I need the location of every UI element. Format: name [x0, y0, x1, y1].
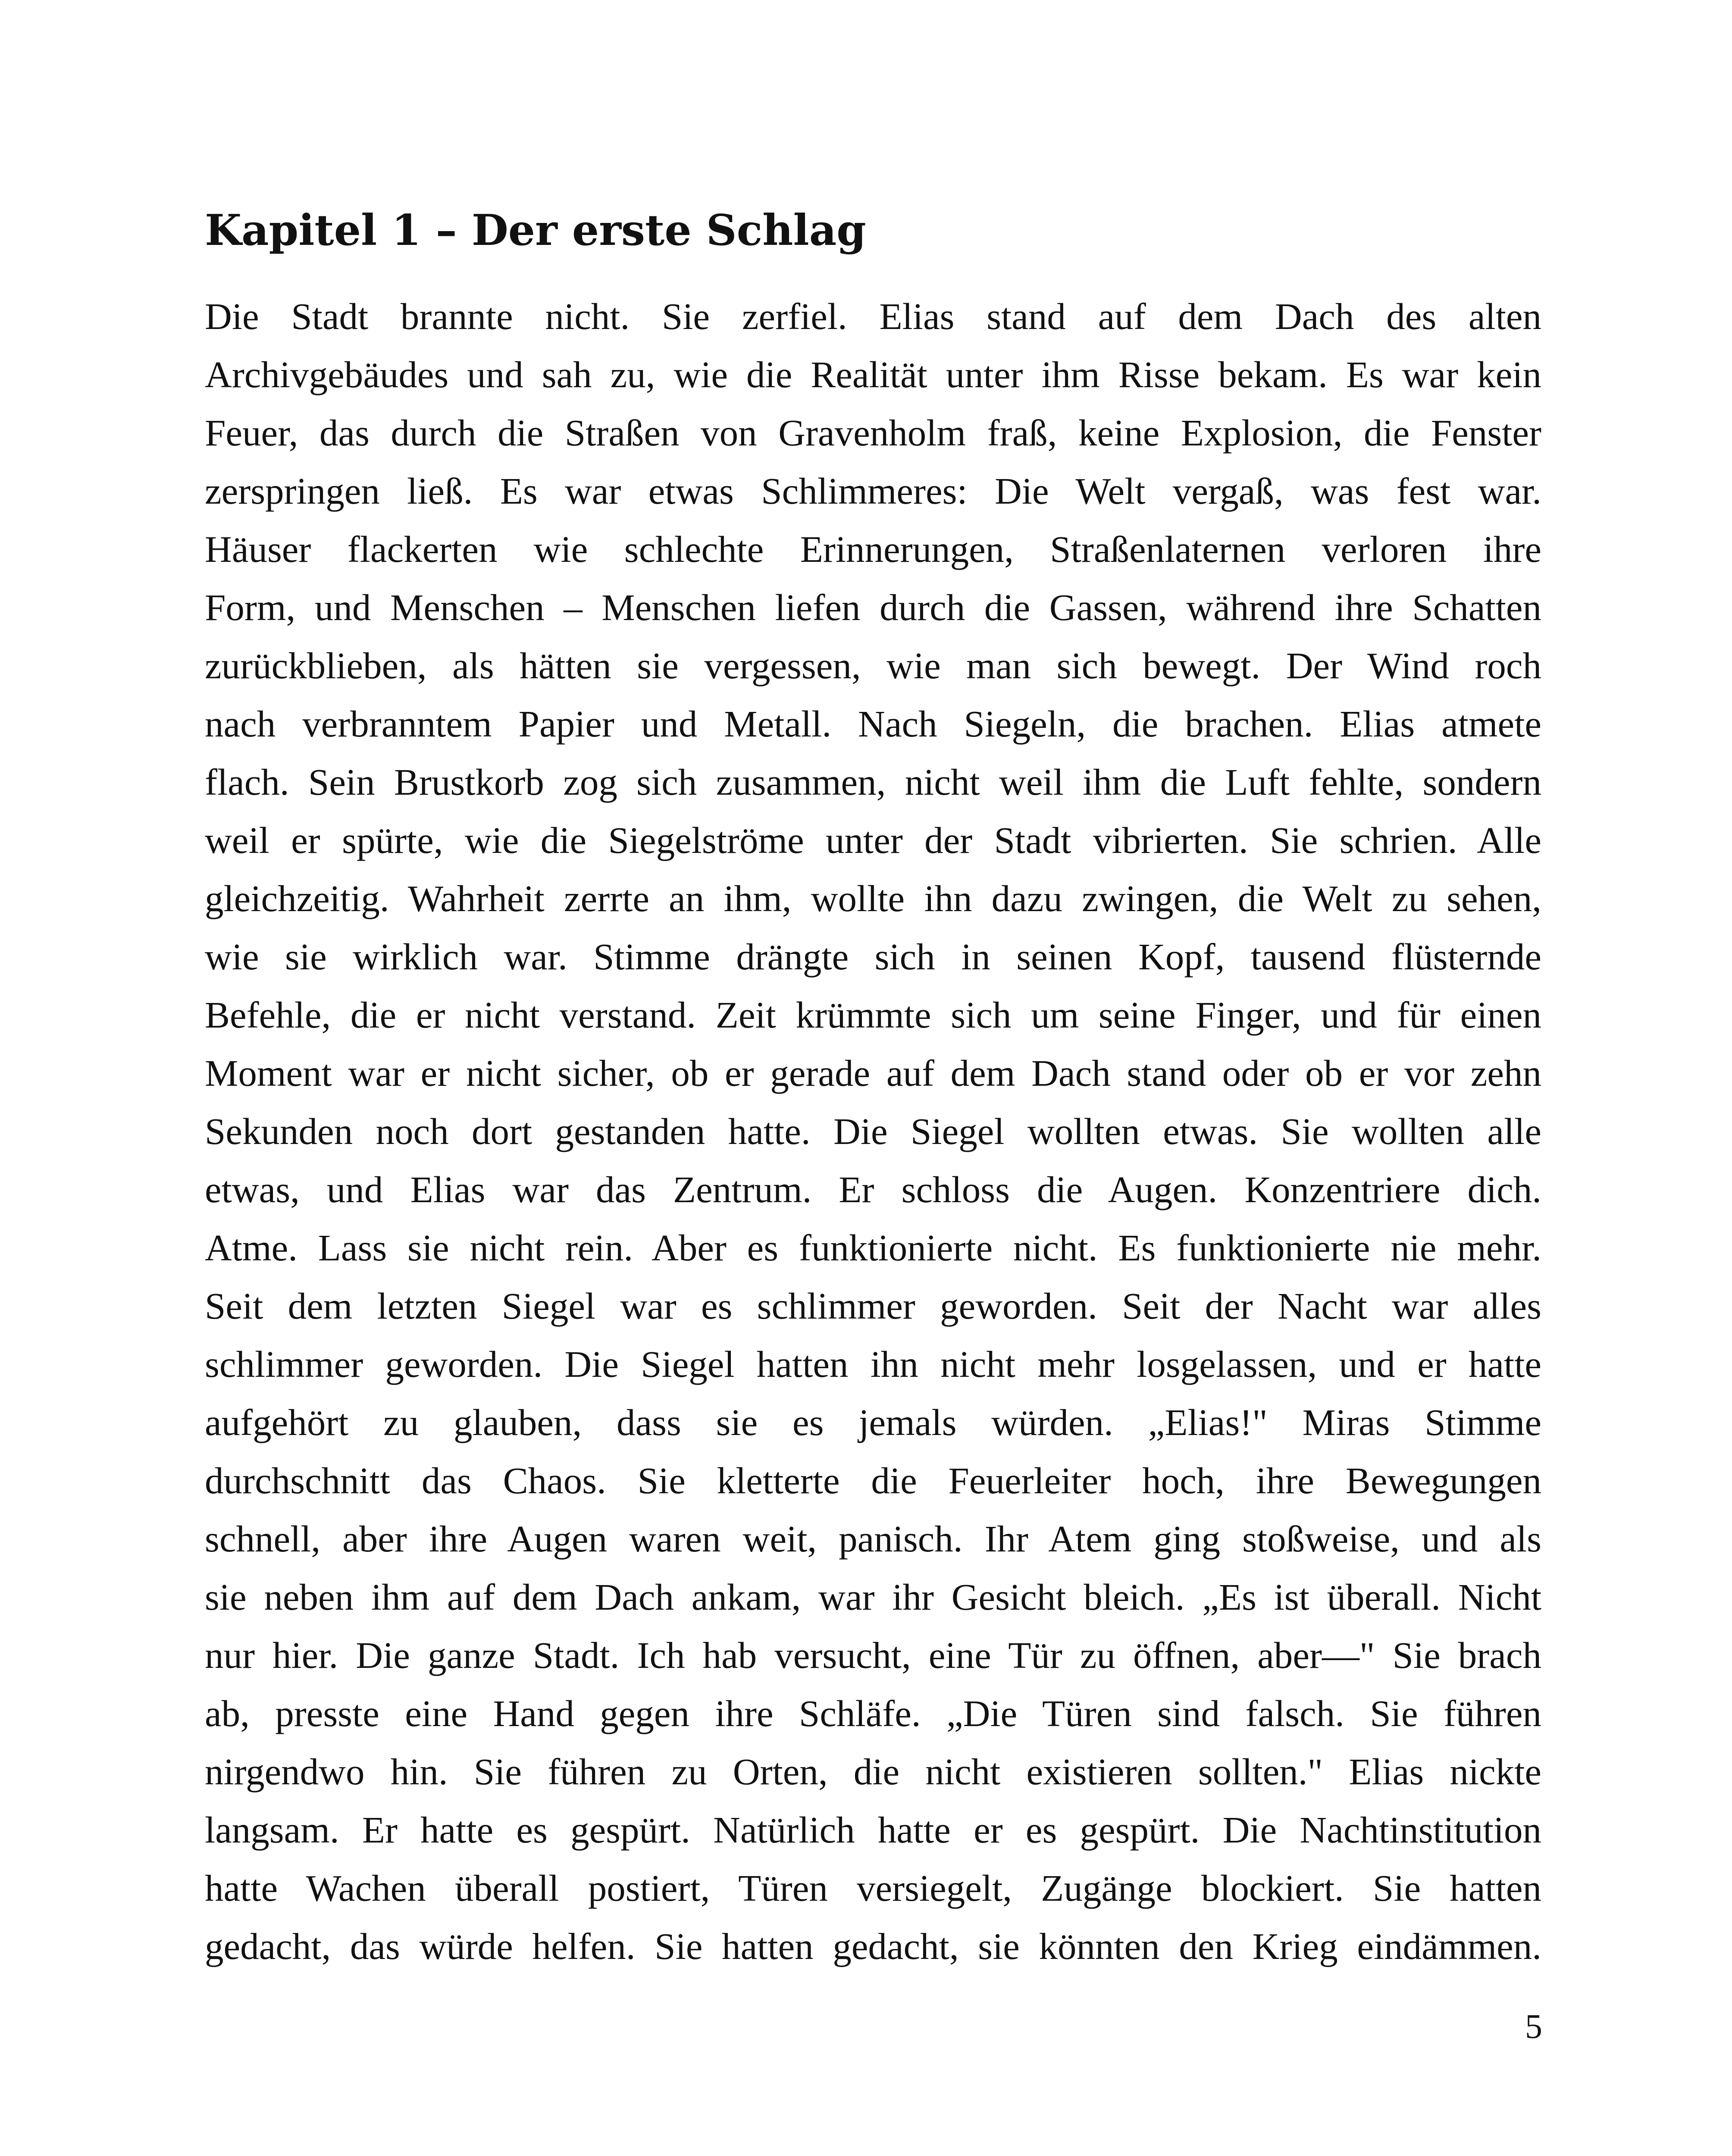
chapter-title: Kapitel 1 – Der erste Schlag — [205, 206, 866, 255]
text-line: Moment war er nicht sicher, ob er gerade auf dem Dach stand oder ob er vor zehn — [205, 1052, 1541, 1094]
page-number: 5 — [1525, 2008, 1542, 2046]
text-line: etwas, und Elias war das Zentrum. Er schloss die Augen. Konzentriere dich. — [205, 1169, 1541, 1210]
text-line: ab, presste eine Hand gegen ihre Schläfe. „Die Türen sind falsch. Sie führen — [205, 1692, 1541, 1734]
text-line: Atme. Lass sie nicht rein. Aber es funktionierte nicht. Es funktionierte nie mehr. — [205, 1227, 1541, 1269]
text-line: Archivgebäudes und sah zu, wie die Realität unter ihm Risse bekam. Es war kein — [205, 354, 1541, 395]
text-line: Feuer, das durch die Straßen von Gravenholm fraß, keine Explosion, die Fenster — [205, 412, 1541, 454]
body-paragraph — [205, 287, 1541, 1975]
text-line: zerspringen ließ. Es war etwas Schlimmeres: Die Welt vergaß, was fest war. — [205, 470, 1541, 512]
text-line: hatte Wachen überall postiert, Türen versiegelt, Zugänge blockiert. Sie hatten — [205, 1867, 1541, 1909]
text-line: weil er spürte, wie die Siegelströme unter der Stadt vibrierten. Sie schrien. Alle — [205, 819, 1541, 861]
text-line: zurückblieben, als hätten sie vergessen, wie man sich bewegt. Der Wind roch — [205, 645, 1541, 686]
text-line: Form, und Menschen – Menschen liefen durch die Gassen, während ihre Schatten — [205, 586, 1541, 628]
text-line: nach verbranntem Papier und Metall. Nach Siegeln, die brachen. Elias atmete — [205, 703, 1541, 745]
text-line: langsam. Er hatte es gespürt. Natürlich hatte er es gespürt. Die Nachtinstitution — [205, 1809, 1541, 1851]
text-line: nirgendwo hin. Sie führen zu Orten, die nicht existieren sollten." Elias nickte — [205, 1751, 1541, 1792]
text-line: flach. Sein Brustkorb zog sich zusammen, nicht weil ihm die Luft fehlte, sondern — [205, 761, 1541, 803]
text-line: Häuser flackerten wie schlechte Erinnerungen, Straßenlaternen verloren ihre — [205, 528, 1541, 570]
text-line: sie neben ihm auf dem Dach ankam, war ihr Gesicht bleich. „Es ist überall. Nicht — [205, 1576, 1541, 1618]
text-line: wie sie wirklich war. Stimme drängte sich in seinen Kopf, tausend flüsternde — [205, 936, 1541, 978]
text-line: Die Stadt brannte nicht. Sie zerfiel. Elias stand auf dem Dach des alten — [205, 295, 1541, 337]
text-line: nur hier. Die ganze Stadt. Ich hab versucht, eine Tür zu öffnen, aber—" Sie brach — [205, 1634, 1541, 1676]
text-line: schnell, aber ihre Augen waren weit, panisch. Ihr Atem ging stoßweise, und als — [205, 1518, 1541, 1560]
text-line: aufgehört zu glauben, dass sie es jemals würden. „Elias!" Miras Stimme — [205, 1401, 1541, 1443]
text-line: schlimmer geworden. Die Siegel hatten ihn nicht mehr losgelassen, und er hatte — [205, 1343, 1541, 1385]
text-line: gedacht, das würde helfen. Sie hatten gedacht, sie könnten den Krieg eindämmen. — [205, 1925, 1541, 1967]
text-line: durchschnitt das Chaos. Sie kletterte die Feuerleiter hoch, ihre Bewegungen — [205, 1460, 1541, 1501]
text-line: Seit dem letzten Siegel war es schlimmer geworden. Seit der Nacht war alles — [205, 1285, 1541, 1327]
text-line: Befehle, die er nicht verstand. Zeit krümmte sich um seine Finger, und für einen — [205, 994, 1541, 1036]
text-line: Sekunden noch dort gestanden hatte. Die Siegel wollten etwas. Sie wollten alle — [205, 1110, 1541, 1152]
text-line: gleichzeitig. Wahrheit zerrte an ihm, wollte ihn dazu zwingen, die Welt zu sehen, — [205, 877, 1541, 919]
